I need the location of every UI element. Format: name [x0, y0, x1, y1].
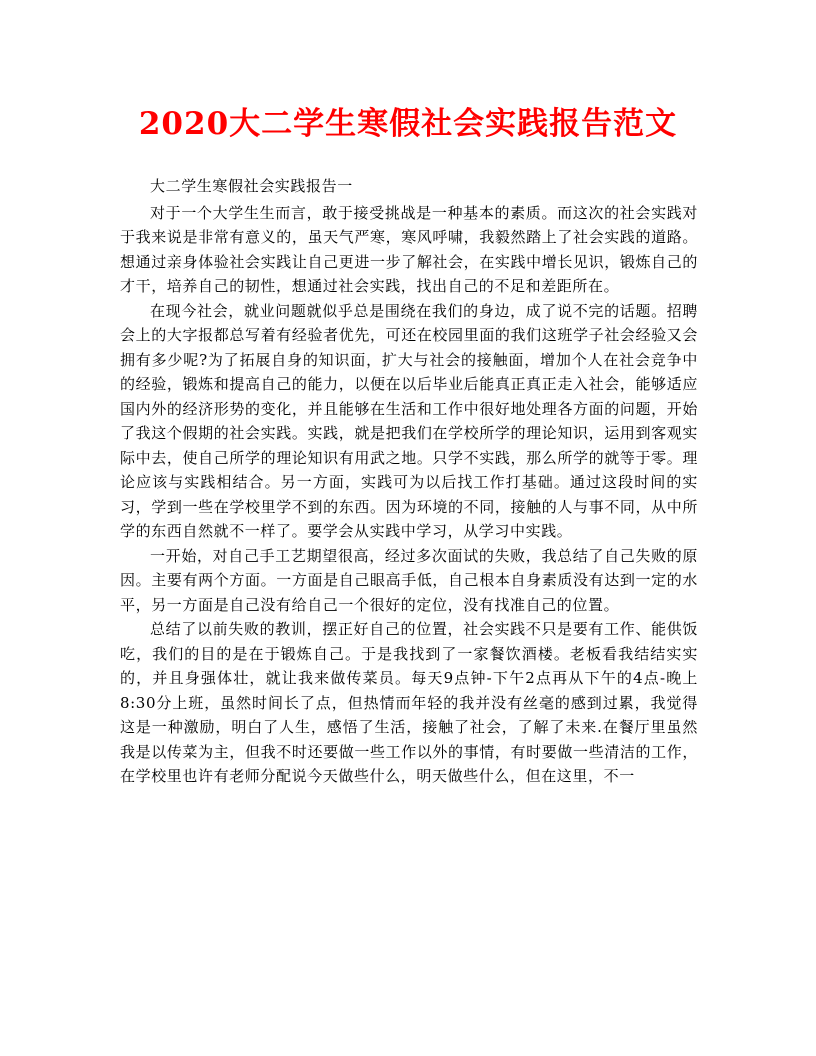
paragraph-4: 总结了以前失败的教训，摆正好自己的位置，社会实践不只是要有工作、能供饭吃，我们的目的是在于锻炼自己。于是我找到了一家餐饮酒楼。老板看我结结实实的，并且身强体壮，就让我来做传菜员。每天9点钟-下午2点再从下午的4点-晚上8:30分上班，虽然时间长了点，但热情而年轻的我并没有丝毫的感到过累，我觉得这是一种激励，明白了人生，感悟了生活，接触了社会，了解了未来.在餐厅里虽然我是以传菜为主，但我不时还要做一些工作以外的事情，有时要做一些清洁的工作，在学校里也许有老师分配说今天做些什么，明天做些什么，但在这里，不一	[120, 620, 698, 785]
paragraph-1: 对于一个大学生生而言，敢于接受挑战是一种基本的素质。而这次的社会实践对于我来说是非常有意义的，虽天气严寒，寒风呼啸，我毅然踏上了社会实践的道路。想通过亲身体验社会实践让自己更进一步了解社会，在实践中增长见识，锻炼自己的才干，培养自己的韧性，想通过社会实践，找出自己的不足和差距所在。	[120, 203, 698, 295]
paragraph-2: 在现今社会，就业问题就似乎总是围绕在我们的身边，成了说不完的话题。招聘会上的大字报都总写着有经验者优先，可还在校园里面的我们这班学子社会经验又会拥有多少呢?为了拓展自身的知识面，扩大与社会的接触面，增加个人在社会竞争中的经验，锻炼和提高自己的能力，以便在以后毕业后能真正真正走入社会，能够适应国内外的经济形势的变化，并且能够在生活和工作中很好地处理各方面的问题，开始了我这个假期的社会实践。实践，就是把我们在学校所学的理论知识，运用到客观实际中去，使自己所学的理论知识有用武之地。只学不实践，那么所学的就等于零。理论应该与实践相结合。另一方面，实践可为以后找工作打基础。通过这段时间的实习，学到一些在学校里学不到的东西。因为环境的不同，接触的人与事不同，从中所学的东西自然就不一样了。要学会从实践中学习，从学习中实践。	[120, 301, 698, 540]
document-title: 2020大二学生寒假社会实践报告范文	[138, 106, 678, 142]
document-body	[120, 174, 698, 789]
paragraph-3: 一开始，对自己手工艺期望很高，经过多次面试的失败，我总结了自己失败的原因。主要有两个方面。一方面是自己眼高手低，自己根本自身素质没有达到一定的水平，另一方面是自己没有给自己一个很好的定位，没有找准自己的位置。	[120, 546, 698, 614]
section-subtitle: 大二学生寒假社会实践报告一	[150, 177, 353, 195]
